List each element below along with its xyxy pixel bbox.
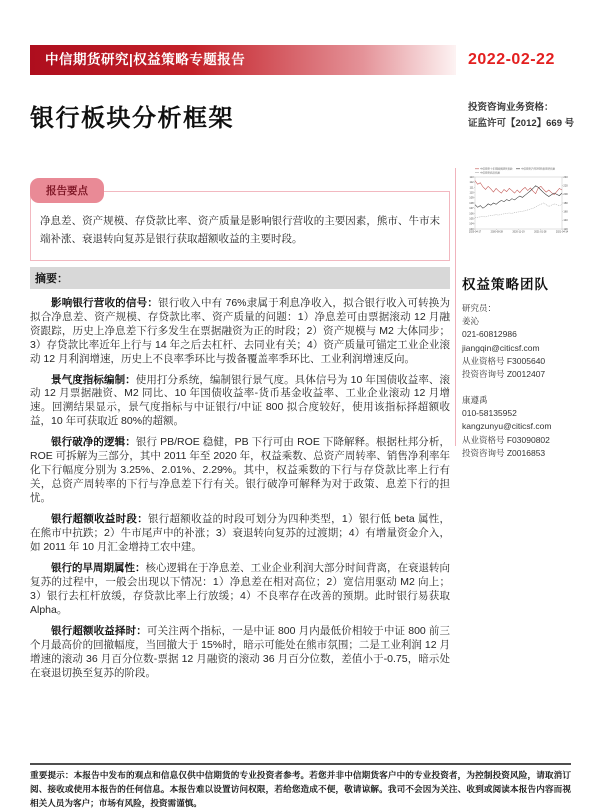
qualification-block xyxy=(468,100,574,131)
banner-text: 中信期货研究|权益策略专题报告 xyxy=(45,52,246,67)
sidebar xyxy=(462,166,575,460)
page-title: 银行板块分析框架 xyxy=(30,105,234,132)
paragraph xyxy=(30,562,450,618)
researcher-email: kangzunyu@citicsf.com xyxy=(462,421,552,432)
paragraph-lead: 影响银行营收的信号： xyxy=(51,296,159,309)
qualification-line1: 投资咨询业务资格： xyxy=(468,102,554,113)
svg-text:中信期货十年期国债期货指数: 中信期货十年期国债期货指数 xyxy=(480,167,513,171)
paragraph-lead: 银行超额收益时段： xyxy=(51,513,148,526)
paragraph xyxy=(30,297,450,367)
svg-text:108: 108 xyxy=(469,201,474,205)
svg-text:120: 120 xyxy=(563,227,568,231)
svg-text:2021-04-14: 2021-04-14 xyxy=(555,230,569,234)
paragraph-lead: 银行超额收益择时： xyxy=(51,624,147,637)
svg-text:220: 220 xyxy=(563,184,568,188)
paragraph-text: 使用打分系统，编制银行景气度。具体信号为 10 年国债收益率、滚动 12 月票据融资、M2 同比、10 年国债收益率-货币基金收益率、工业企业滚动 12 月增速。回溯结果显示，景气度指标与中证银行/中证 800 拟合度较好，使用该指标择超额收益，10 年可获取近 80%的超额。 xyxy=(30,373,451,428)
researcher-email: jiangqin@citicsf.com xyxy=(462,342,540,353)
svg-text:中信期货沪深300股指期货指数: 中信期货沪深300股指期货指数 xyxy=(521,167,556,171)
paragraph-lead: 银行的早周期属性： xyxy=(51,561,146,574)
researcher-advisory: 投资咨询号 Z0012407 xyxy=(462,368,546,379)
svg-text:105: 105 xyxy=(469,217,474,221)
header-banner xyxy=(30,45,456,75)
svg-text:111: 111 xyxy=(469,186,474,190)
svg-text:106: 106 xyxy=(469,212,474,216)
svg-text:180: 180 xyxy=(563,201,568,205)
svg-text:160: 160 xyxy=(563,210,568,214)
svg-text:2020-11-19: 2020-11-19 xyxy=(512,230,525,234)
researcher-phone: 021-60812986 xyxy=(462,329,517,340)
highlights-tab: 报告要点 xyxy=(30,178,104,203)
report-body xyxy=(30,297,450,681)
svg-text:109: 109 xyxy=(469,196,474,200)
paragraph-text: 银行 PB/ROE 稳健，PB 下行可由 ROE 下降解释。根据杜邦分析，ROE 可拆解为三部分，其中 2011 年至 2020 年，权益乘数、总资产周转率、销售净利率年化下行幅度分别为 3.25%、2.01%、2.29%。其中，权益乘数的下行与存贷款比率上行有关，总资产周转率的下行与净息差下行有关。银行破净可解释为对于政策、息差下行的担忧。 xyxy=(30,436,450,505)
team-title: 权益策略团队 xyxy=(462,277,549,292)
researcher-cert: 从业资格号 F03090802 xyxy=(462,434,550,445)
abstract-label: 摘要： xyxy=(30,267,450,289)
paragraph-lead: 景气度指标编制： xyxy=(51,373,136,386)
researcher-advisory: 投资咨询号 Z0016853 xyxy=(462,447,546,458)
paragraph xyxy=(30,513,450,555)
paragraph xyxy=(30,374,450,430)
highlights-text: 净息差、资产规模、存贷款比率、资产质量是影响银行营收的主要因素，熊市、牛市末端补涨、衰退转向复苏是银行获取超额收益的主要时段。 xyxy=(40,215,440,246)
footer-disclaimer xyxy=(30,763,571,811)
researcher-label: 研究员： xyxy=(462,303,497,313)
researcher-name: 姜沁 xyxy=(462,316,480,327)
svg-text:112: 112 xyxy=(469,181,474,185)
svg-text:2020-08-28: 2020-08-28 xyxy=(490,230,503,234)
report-date: 2022-02-22 xyxy=(468,51,555,68)
paragraph-text: 可关注两个指标，一是中证 800 月内最低价相较于中证 800 前三个月最高价的回撤幅度，当回撤大于 15%时，暗示可能处在熊市氛围；二是工业利润 12 月增速的滚动 36 月百分位数-票据 12 月融资的滚动 36 月百分位数，差值小于-0.75，暗示处在衰退切换至复苏的阶段。 xyxy=(30,624,450,679)
svg-text:104: 104 xyxy=(469,222,474,226)
svg-text:2021-01-28: 2021-01-28 xyxy=(534,230,547,234)
svg-text:2020-04-17: 2020-04-17 xyxy=(468,230,482,234)
paragraph-text: 银行收入中有 76%隶属于利息净收入，拟合银行收入可转换为拟合净息差、资产规模、存贷款比率、资产质量的问题：1）净息差可由票据滚动 12 月融资跟踪，历史上净息差下行多发生在票据融资为正的时段；2）资产规模与 M2 大体同步；3）存贷款比率近年上行与 14 年之后去杠杆、去同业有关；4）资产质量可锚定工业企业滚动 12 月利润增速，历史上不良率季环比与拨备覆盖率季环比、工业利润增速反向。 xyxy=(30,296,451,365)
qualification-line2: 证监许可【2012】669 号 xyxy=(468,117,575,129)
svg-text:110: 110 xyxy=(469,191,474,195)
svg-text:113: 113 xyxy=(469,175,474,179)
paragraph-lead: 银行破净的逻辑： xyxy=(51,436,136,449)
column-divider xyxy=(455,168,456,446)
svg-text:200: 200 xyxy=(563,193,568,197)
disclaimer-text: 重要提示：本报告中发布的观点和信息仅供中信期货的专业投资者参考。若您并非中信期货客户中的专业投资者，为控制投资风险，请取消订阅、接收或使用本报告的任何信息。本报告难以设置访问权限，若给您造成不便，敬请谅解。我司不会因为关注、收到或阅读本报告内容而视相关人员为客户；市场有风险，投资需谨慎。 xyxy=(30,770,571,808)
svg-text:103: 103 xyxy=(469,227,474,231)
paragraph xyxy=(30,625,450,681)
svg-text:240: 240 xyxy=(563,175,568,179)
researcher-name: 康遵禹 xyxy=(462,395,488,406)
sidebar-chart-svg xyxy=(462,166,575,252)
researcher-block xyxy=(462,394,575,460)
svg-text:140: 140 xyxy=(563,219,568,223)
paragraph-text: 核心逻辑在于净息差、工业企业利润大部分时间背离，在衰退转向复苏的过程中，一般会出现以下情况：1）净息差在相对高位；2）宽信用驱动 M2 向上；3）银行去杠杆放缓，存贷款比率上行放缓；4）不良率存在改善的预期。此时银行易获取 Alpha。 xyxy=(30,561,450,616)
researcher-cert: 从业资格号 F3005640 xyxy=(462,355,546,366)
svg-text:中信期货商品指数: 中信期货商品指数 xyxy=(480,171,501,175)
researcher-phone: 010-58135952 xyxy=(462,408,517,419)
paragraph-text: 银行超额收益的时段可划分为四种类型，1）银行低 beta 属性，在熊市中抗跌；2）牛市尾声中的补涨；3）衰退转向复苏的过渡期；4）有增量资金介入，如 2011 年 10 月汇金增持工农中建。 xyxy=(30,513,451,553)
svg-text:107: 107 xyxy=(469,207,474,211)
main-column xyxy=(30,178,450,688)
paragraph xyxy=(30,436,450,506)
researcher-block xyxy=(462,302,575,381)
